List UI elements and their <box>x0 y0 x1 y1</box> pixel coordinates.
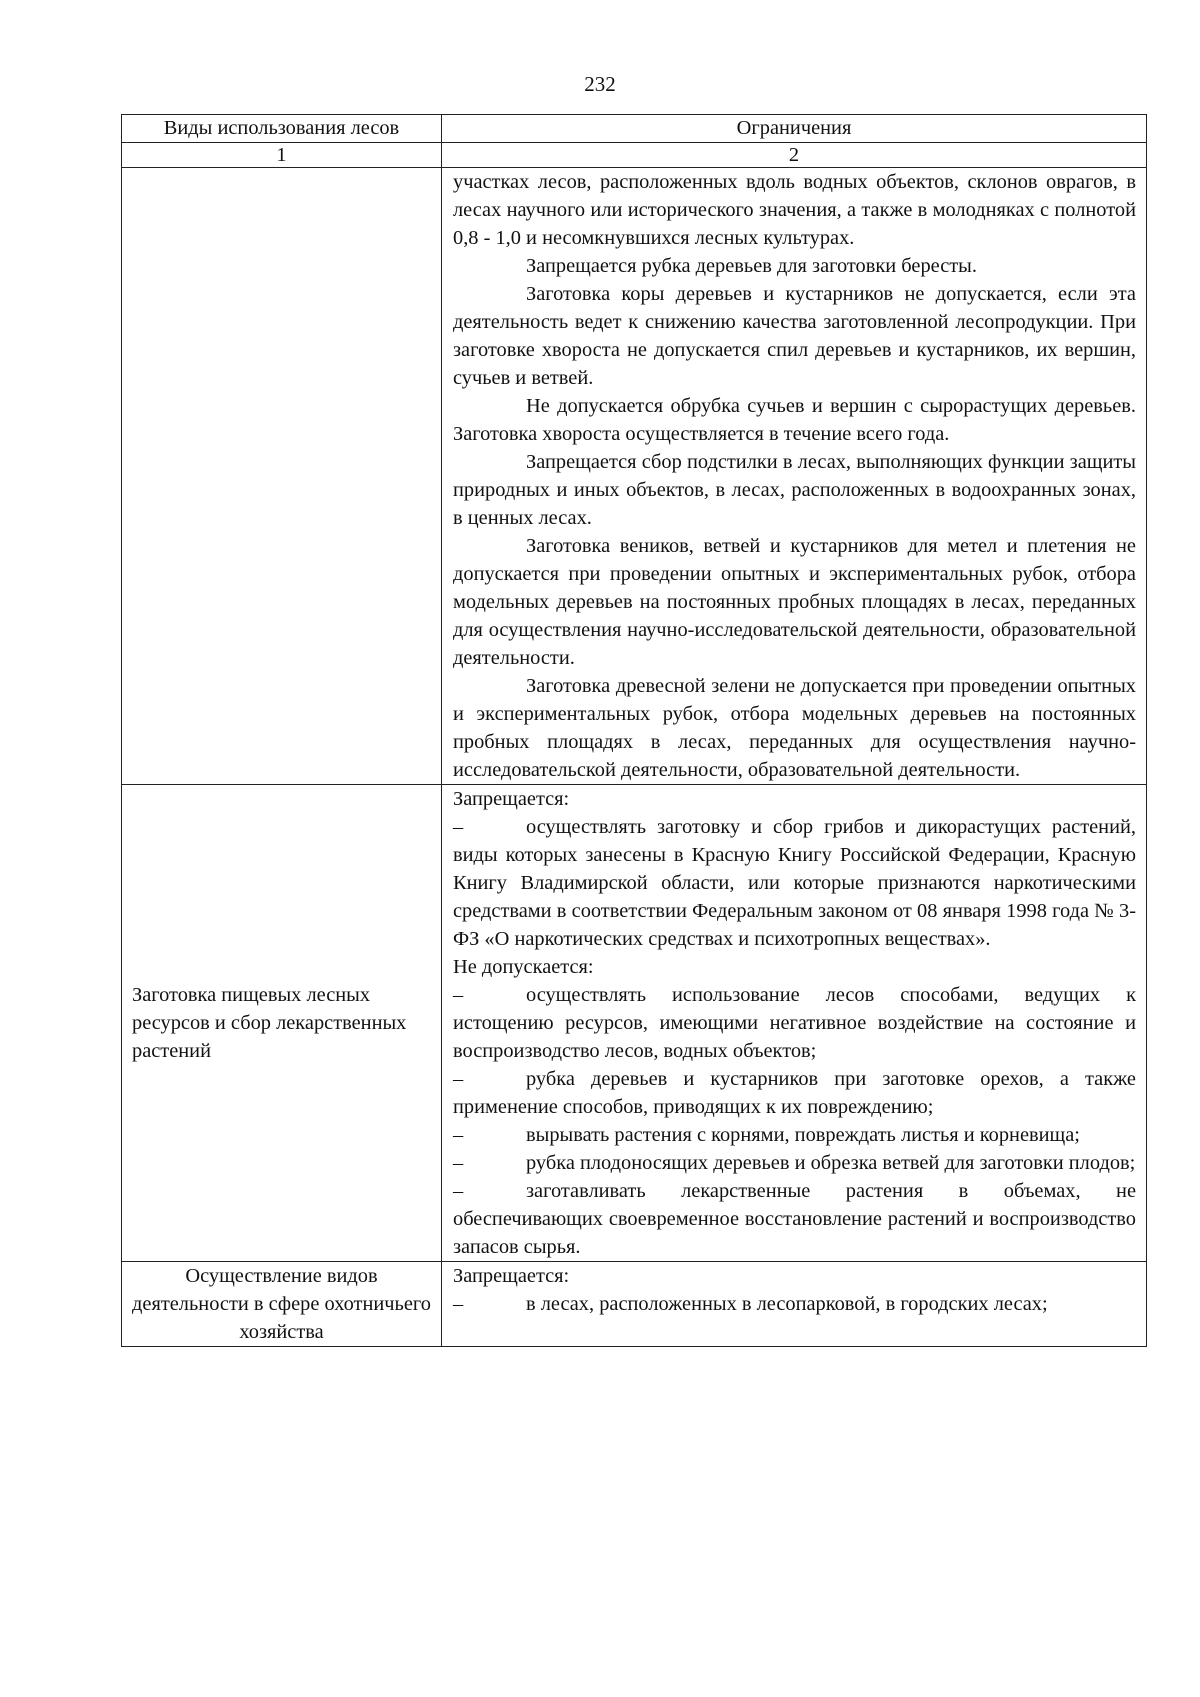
restriction-paragraph: Заготовка веников, ветвей и кустарников для метел и плетения не допускается при проведении опытных и экспериментальных рубок, отбора модельных деревьев на постоянных пробных площадях в лесах, переданных для осуществления научно-исследовательской деятельности, образовательной деятельности. <box>453 535 1136 669</box>
row2-forest-use-type <box>122 785 442 1262</box>
bullet-text: осуществлять заготовку и сбор грибов и дикорастущих растений, виды которых занесены в Красную Книгу Российской Федерации, Красную Книгу Владимирской области, или которые признаются наркотическими средствами в соответствии Федеральным законом от 08 января 1998 года № 3-ФЗ «О наркотических средствах и психотропных веществах». <box>453 816 1136 950</box>
restriction-paragraph: Заготовка коры деревьев и кустарников не допускается, если эта деятельность ведет к снижению качества заготовленной лесопродукции. При заготовке хвороста не допускается спил деревьев и кустарников, их вершин, сучьев и ветвей. <box>453 283 1136 389</box>
restriction-bullet <box>453 1149 1136 1177</box>
not-allowed-heading: Не допускается: <box>453 956 594 978</box>
page-number: 232 <box>584 72 616 96</box>
header-restrictions: Ограничения <box>442 115 1147 143</box>
dash-marker: – <box>453 1068 464 1090</box>
table-row <box>122 785 1147 1262</box>
prohibited-heading: Запрещается: <box>453 1265 570 1287</box>
restriction-paragraph: Заготовка древесной зелени не допускается при проведении опытных и экспериментальных рубок, отбора модельных деревьев на постоянных пробных площадях в лесах, переданных для осуществления научно-исследовательской деятельности, образовательной деятельности. <box>453 675 1136 781</box>
restriction-bullet <box>453 1177 1136 1261</box>
bullet-text: рубка плодоносящих деревьев и обрезка ветвей для заготовки плодов; <box>526 1152 1136 1174</box>
restrictions-table <box>121 114 1147 1347</box>
bullet-text: осуществлять использование лесов способами, ведущих к истощению ресурсов, имеющими негативное воздействие на состояние и воспроизводство лесов, водных объектов; <box>453 984 1136 1062</box>
dash-marker: – <box>453 1180 464 1202</box>
column-number-2: 2 <box>442 143 1147 168</box>
restriction-paragraph: Запрещается сбор подстилки в лесах, выполняющих функции защиты природных и иных объектов, в лесах, расположенных в водоохранных зонах, в ценных лесах. <box>453 451 1136 529</box>
bullet-text: в лесах, расположенных в лесопарковой, в городских лесах; <box>526 1293 1048 1315</box>
restriction-bullet <box>453 813 1136 953</box>
restriction-paragraph: Запрещается рубка деревьев для заготовки бересты. <box>526 255 977 277</box>
restriction-bullet <box>453 1290 1136 1318</box>
column-number-row <box>122 143 1147 168</box>
column-number-1: 1 <box>122 143 442 168</box>
row1-restrictions <box>442 168 1147 785</box>
bullet-text: заготавливать лекарственные растения в объемах, не обеспечивающих своевременное восстановление растений и воспроизводство запасов сырья. <box>453 1180 1136 1258</box>
table-row <box>122 168 1147 785</box>
restriction-paragraph: Не допускается обрубка сучьев и вершин с сырорастущих деревьев. Заготовка хвороста осуществляется в течение всего года. <box>453 395 1136 445</box>
bullet-text: вырывать растения с корнями, повреждать листья и корневища; <box>526 1124 1080 1146</box>
bullet-text: рубка деревьев и кустарников при заготовке орехов, а также применение способов, приводящих к их повреждению; <box>453 1068 1136 1118</box>
forest-use-type-label: Заготовка пищевых лесных ресурсов и сбор лекарственных растений <box>132 984 407 1062</box>
restriction-paragraph: участках лесов, расположенных вдоль водных объектов, склонов оврагов, в лесах научного или исторического значения, а также в молодняках с полнотой 0,8 - 1,0 и несомкнувшихся лесных культурах. <box>453 171 1136 249</box>
dash-marker: – <box>453 1124 464 1146</box>
table-header-row <box>122 115 1147 143</box>
restriction-bullet <box>453 1065 1136 1121</box>
row3-restrictions <box>442 1262 1147 1347</box>
forest-use-type-label: Осуществление видов деятельности в сфере охотничьего хозяйства <box>132 1265 431 1343</box>
restriction-bullet <box>453 981 1136 1065</box>
prohibited-heading: Запрещается: <box>453 788 570 810</box>
dash-marker: – <box>453 1152 464 1174</box>
row1-forest-use-type <box>122 168 442 785</box>
dash-marker: – <box>453 816 464 838</box>
dash-marker: – <box>453 984 464 1006</box>
row3-forest-use-type <box>122 1262 442 1347</box>
dash-marker: – <box>453 1293 464 1315</box>
restriction-bullet <box>453 1121 1136 1149</box>
table-row <box>122 1262 1147 1347</box>
row2-restrictions <box>442 785 1147 1262</box>
header-forest-use-types: Виды использования лесов <box>122 115 442 143</box>
